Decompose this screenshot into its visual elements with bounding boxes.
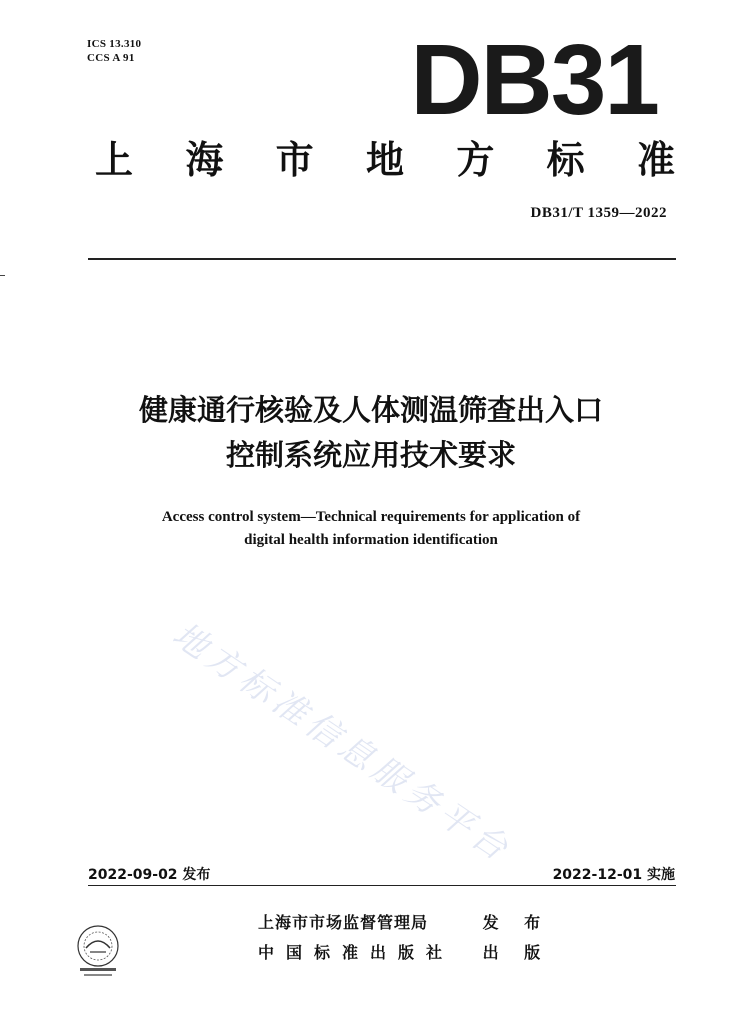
- standard-category-title: [95, 137, 675, 183]
- category-char: 市: [275, 138, 314, 182]
- standard-prefix: DB31: [410, 24, 658, 136]
- implement-date: 2022-12-01 实施: [552, 867, 675, 883]
- category-char: 上: [95, 138, 134, 182]
- category-char: 准: [636, 138, 675, 182]
- english-title: [60, 506, 682, 552]
- classification-codes: [87, 37, 141, 65]
- standard-number: DB31/T 1359—2022: [530, 205, 667, 221]
- publish-date: 2022-09-02 发布: [88, 867, 211, 883]
- top-rule: [88, 258, 676, 260]
- publisher-seal-icon: [66, 916, 130, 980]
- chinese-title: [60, 388, 682, 478]
- category-char: 标: [546, 138, 585, 182]
- category-char: 地: [365, 138, 404, 182]
- publisher-action: 发 布: [482, 913, 551, 932]
- chinese-title-line2: 控制系统应用技术要求: [225, 438, 516, 472]
- publisher-org: 上海市市场监督管理局: [258, 913, 429, 932]
- english-title-line1: Access control system—Technical requirements for application of: [161, 509, 581, 525]
- printer-row: [258, 940, 550, 963]
- ccs-code: CCS A 91: [87, 52, 135, 64]
- printer-org: 中国标准出版社: [258, 943, 455, 962]
- bottom-rule: [88, 885, 676, 886]
- english-title-line2: digital health information identification: [244, 532, 498, 548]
- ics-code: ICS 13.310: [87, 38, 142, 50]
- printer-action: 出 版: [482, 943, 551, 962]
- publisher-row: [258, 910, 550, 933]
- chinese-title-line1: 健康通行核验及人体测温筛查出入口: [138, 393, 603, 427]
- category-char: 海: [185, 138, 224, 182]
- category-char: 方: [456, 138, 495, 182]
- binder-mark: [0, 275, 5, 276]
- watermark: 地方标准信息服务平台: [165, 614, 520, 872]
